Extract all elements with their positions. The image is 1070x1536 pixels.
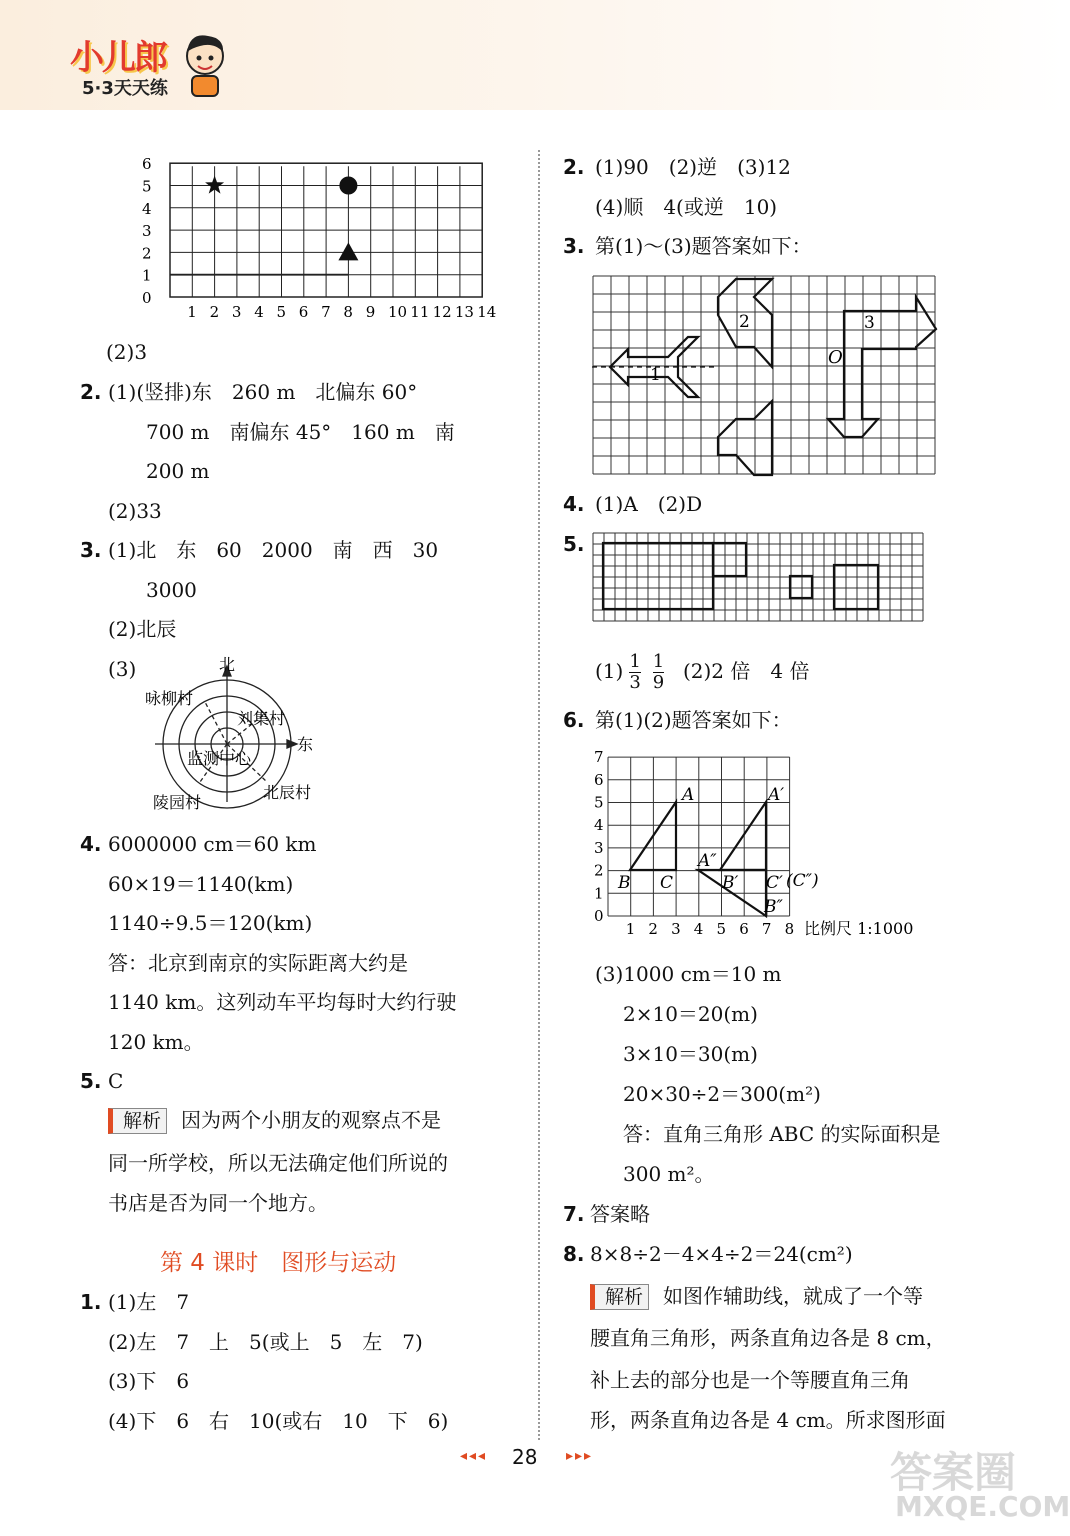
question-number: 3. [80, 538, 102, 562]
circle-marker [339, 177, 357, 195]
village-label: 陵园村 [153, 793, 202, 812]
y-tick-label: 1 [594, 884, 604, 903]
compass-north: 北 [219, 655, 236, 674]
page-number: 28 [512, 1445, 538, 1469]
analysis-tag: 解析 [590, 1284, 649, 1310]
answer-line: 腰直角三角形，两条直角边各是 8 cm， [590, 1326, 946, 1350]
x-tick-label: 6 [298, 303, 309, 321]
fraction: $\frac{1}{9}$ [652, 651, 665, 693]
y-tick-label: 7 [594, 748, 604, 767]
question-number: 5. [80, 1069, 102, 1093]
rotation-grid [592, 275, 942, 480]
point-label: C′ [766, 873, 783, 893]
x-tick-label: 4 [693, 920, 704, 938]
answer-line: 答：北京到南京的实际距离大约是 [108, 951, 408, 975]
watermark-url: MXQE.COM [895, 1490, 1070, 1523]
x-tick-label: 11 [410, 303, 430, 321]
answer-line: (2)33 [108, 499, 162, 523]
answer-line: 第(1)(2)题答案如下： [595, 708, 792, 732]
point-label: B′ [722, 873, 739, 893]
answer-line: 补上去的部分也是一个等腰直角三角 [590, 1368, 910, 1392]
village-label: 咏柳村 [145, 689, 194, 708]
x-tick-label: 1 [187, 303, 197, 321]
x-tick-label: 2 [648, 920, 658, 938]
x-tick-label: 3 [671, 920, 681, 938]
x-tick-label: 7 [761, 920, 772, 938]
logo-subtitle: 5·3天天练 [82, 78, 168, 99]
point-label: A″ [698, 851, 717, 871]
y-tick-label: 1 [142, 266, 152, 285]
answer-line: 3000 [146, 578, 197, 602]
answer-line: 1140÷9.5＝120(km) [108, 911, 313, 935]
answer-line: (3) [108, 657, 137, 681]
x-tick-label: 3 [231, 303, 242, 321]
answer-line: 60×19＝1140(km) [108, 872, 294, 896]
point-label: B [618, 873, 631, 893]
scale-label: 比例尺 1:1000 [804, 919, 914, 938]
answer-line: (3)1000 cm＝10 m [595, 962, 782, 986]
x-tick-label: 12 [432, 303, 452, 321]
y-tick-label: 5 [594, 793, 604, 812]
question-number: 1. [80, 1290, 102, 1314]
y-tick-label: 5 [142, 177, 152, 196]
answer-line: 700 m 南偏东 45° 160 m 南 [146, 420, 455, 444]
x-tick-label: 5 [276, 303, 287, 321]
answer-line: 2×10＝20(m) [623, 1002, 758, 1026]
x-tick-label: 5 [716, 920, 727, 938]
x-tick-label: 8 [784, 920, 795, 938]
answer-line: (4)下 6 右 10(或右 10 下 6) [108, 1409, 449, 1433]
analysis-text: 如图作辅助线，就成了一个等 [663, 1284, 924, 1308]
x-tick-label: 14 [477, 303, 497, 321]
x-tick-label: 10 [388, 303, 408, 321]
watermark: 答案圈 [890, 1448, 1017, 1497]
answer-line: (2)3 [106, 340, 148, 364]
answer-line: 同一所学校，所以无法确定他们所说的 [108, 1151, 448, 1175]
question-number: 2. [80, 380, 102, 404]
answer-line: (1)左 7 [108, 1290, 190, 1314]
x-tick-label: 9 [365, 303, 376, 321]
answer-line: (1)北 东 60 2000 南 西 30 [108, 538, 439, 562]
y-tick-label: 3 [594, 838, 604, 857]
y-tick-label: 6 [594, 770, 604, 789]
y-tick-label: 2 [142, 244, 152, 263]
answer-line: 20×30÷2＝300(m²) [623, 1082, 821, 1106]
answer-line: (1)(竖排)东 260 m 北偏东 60° [108, 380, 418, 404]
answer-line: 6000000 cm＝60 km [108, 832, 317, 856]
answer-line: 1140 km。这列动车平均每时大约行驶 [108, 990, 457, 1014]
y-tick-label: 4 [594, 816, 604, 835]
answer-line: (2)北辰 [108, 617, 177, 641]
area-grid [592, 532, 927, 622]
x-tick-label: 8 [343, 303, 353, 321]
answer-line: (4)顺 4(或逆 10) [595, 195, 778, 219]
question-number: 4. [80, 832, 102, 856]
answer-line: 3×10＝30(m) [623, 1042, 758, 1066]
answer-line: (2)左 7 上 5(或上 5 左 7) [108, 1330, 423, 1354]
y-tick-label: 6 [142, 155, 152, 174]
coordinate-grid-1 [130, 155, 497, 325]
question-number: 2. [563, 155, 585, 179]
shape-label: 2 [739, 312, 750, 332]
triangle-marker [338, 242, 358, 260]
point-label: A′ [768, 785, 785, 805]
answer-line: (1) $\frac{1}{3}$ $\frac{1}{9}$ (2)2 倍 4 倍 [595, 651, 810, 693]
answer-line: 书店是否为同一个地方。 [108, 1191, 328, 1215]
answer-line: 200 m [146, 459, 210, 483]
center-label: 监测中心 [187, 749, 252, 768]
question-number: 4. [563, 492, 585, 516]
y-tick-label: 3 [142, 222, 152, 241]
question-number: 3. [563, 234, 585, 258]
question-number: 8. [563, 1242, 585, 1266]
x-tick-label: 1 [625, 920, 636, 938]
village-label: 北辰村 [263, 783, 312, 802]
shape-label: 3 [864, 313, 875, 333]
y-tick-label: 4 [142, 199, 152, 218]
answer-line: 答案略 [590, 1202, 650, 1226]
triangle-grid [588, 730, 958, 940]
x-tick-label: 2 [209, 303, 220, 321]
question-number: 6. [563, 708, 585, 732]
x-tick-label: 4 [254, 303, 264, 321]
logo-title: 小儿郎 [70, 38, 166, 78]
answer-line: 300 m²。 [623, 1162, 715, 1186]
question-number: 7. [563, 1202, 585, 1226]
fraction: $\frac{1}{3}$ [629, 651, 641, 693]
answer-line: 答：直角三角形 ABC 的实际面积是 [623, 1122, 941, 1146]
compass-diagram [145, 652, 345, 817]
origin-label: O [828, 347, 843, 368]
answer-line: 8×8÷2－4×4÷2＝24(cm²) [590, 1242, 853, 1266]
answer-line: 形，两条直角边各是 4 cm。所求图形面 [590, 1408, 946, 1432]
column-divider [538, 150, 540, 1440]
next-arrows-icon: ▸▸▸ [566, 1448, 594, 1464]
prev-arrows-icon: ◂◂◂ [460, 1448, 488, 1464]
x-tick-label: 6 [739, 920, 749, 938]
answer-line: (1)90 (2)逆 (3)12 [595, 155, 791, 179]
y-tick-label: 0 [142, 289, 152, 307]
point-label: A [682, 785, 695, 805]
analysis-line [590, 1284, 923, 1310]
point-label: C [660, 873, 674, 893]
mascot-icon [180, 30, 230, 100]
point-label: (C″) [786, 871, 819, 891]
answer-line: 第(1)～(3)题答案如下： [595, 234, 812, 258]
analysis-text: 因为两个小朋友的观察点不是 [181, 1108, 442, 1132]
shape-label: 1 [650, 365, 661, 385]
analysis-line [108, 1108, 441, 1134]
compass-east: 东 [297, 735, 314, 754]
answer-line: C [108, 1069, 124, 1093]
x-tick-label: 13 [454, 303, 474, 321]
y-tick-label: 0 [594, 907, 604, 925]
answer-line: (3)下 6 [108, 1369, 190, 1393]
village-label: 刘集村 [237, 709, 286, 728]
analysis-tag: 解析 [108, 1108, 167, 1134]
answer-line: 120 km。 [108, 1030, 204, 1054]
answer-line: (1)A (2)D [595, 492, 703, 516]
y-tick-label: 2 [594, 861, 604, 880]
x-tick-label: 7 [321, 303, 331, 321]
question-number: 5. [563, 532, 585, 556]
point-label: B″ [764, 897, 783, 917]
section-title: 第 4 课时 图形与运动 [160, 1250, 397, 1276]
